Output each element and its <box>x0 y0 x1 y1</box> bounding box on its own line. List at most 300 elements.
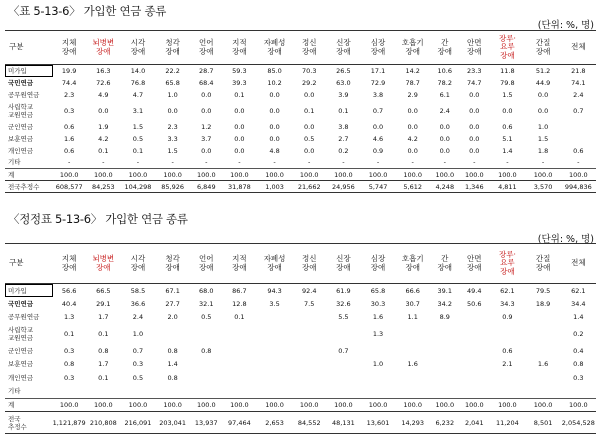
table-cell: 0.0 <box>537 106 549 115</box>
table-cell <box>489 371 525 385</box>
table-cell: 8,501 <box>526 412 561 434</box>
table-cell <box>459 358 489 372</box>
table-cell: 10.2 <box>267 78 282 87</box>
table-cell: 100.0 <box>121 169 155 181</box>
table-cell: 0.0 <box>201 146 212 155</box>
table-cell: 1.0 <box>537 122 549 131</box>
table-cell: 85.0 <box>256 65 292 77</box>
table-cell: 1.9 <box>98 122 109 131</box>
table-cell: 18.9 <box>535 299 551 308</box>
table-cell: 100.0 <box>326 398 361 412</box>
table-cell: 34.2 <box>437 299 453 308</box>
table-cell: - <box>205 158 208 167</box>
table-cell <box>326 324 361 344</box>
table-cell <box>293 311 326 325</box>
table-cell: 0.0 <box>469 134 480 143</box>
table-cell: 3.3 <box>167 134 178 143</box>
table-cell: 16.3 <box>86 65 121 77</box>
table-cell: 100.0 <box>526 169 561 181</box>
table-cell: 0.0 <box>304 122 315 131</box>
table-cell: 8.9 <box>439 313 450 322</box>
table-cell: 608,577 <box>53 181 86 193</box>
table-cell: 100.0 <box>561 169 596 181</box>
table-cell: 0.0 <box>469 106 480 115</box>
table-cell: - <box>102 158 105 167</box>
table-row <box>5 145 596 157</box>
table-cell: 1.4 <box>502 146 513 155</box>
header-col-2: 뇌병변 장애 <box>86 31 121 65</box>
table-row <box>5 324 596 344</box>
table-cell <box>155 385 190 399</box>
table-cell: 100.0 <box>121 398 155 412</box>
table-cell <box>190 385 222 399</box>
table-cell: 1.5 <box>537 134 549 143</box>
table-cell: 1.1 <box>407 313 418 322</box>
row-label: 전국추정수 <box>5 181 53 193</box>
corrected-pension-table <box>5 243 596 434</box>
table-cell: 78.7 <box>405 78 420 87</box>
table-cell <box>190 371 222 385</box>
table-cell: 100.0 <box>53 398 86 412</box>
table-cell: 1.0 <box>372 360 384 369</box>
table-cell: 4.2 <box>407 134 418 143</box>
table-cell <box>430 324 459 344</box>
table-cell: 0.1 <box>234 90 245 99</box>
table-cell: 28.7 <box>190 65 222 77</box>
table-row <box>5 133 596 145</box>
table-cell: 100.0 <box>430 169 459 181</box>
table-cell: 0.2 <box>338 146 349 155</box>
table-cell: 4.2 <box>98 134 109 143</box>
table-cell <box>489 385 525 399</box>
original-table-section <box>0 0 600 200</box>
header-col-2: 뇌병변 장애 <box>86 244 121 284</box>
row-label: 국민연금 <box>8 78 34 87</box>
table-cell: 78.2 <box>437 78 453 87</box>
table-cell: - <box>308 158 311 167</box>
table-cell: 40.4 <box>61 299 77 308</box>
table-cell: 29.2 <box>301 78 317 87</box>
table-cell: 39.3 <box>232 78 247 87</box>
table-cell <box>121 385 155 399</box>
header-col-7: 자폐성 장애 <box>256 244 292 284</box>
table-cell: 5,612 <box>395 181 430 193</box>
table-cell: 0.5 <box>132 373 144 382</box>
table-cell: 0.8 <box>573 360 584 369</box>
table-cell: 14.0 <box>121 65 155 77</box>
table-cell <box>361 371 395 385</box>
table-cell: 0.0 <box>269 106 280 115</box>
table-cell <box>459 324 489 344</box>
table-cell: 11,204 <box>489 412 525 434</box>
table-cell: 34.3 <box>500 299 515 308</box>
table-cell: 100.0 <box>53 169 86 181</box>
table-cell: 1.3 <box>63 313 75 322</box>
row-label: 계 <box>5 169 53 181</box>
table-cell: 100.0 <box>256 169 292 181</box>
table-cell: 0.5 <box>304 134 315 143</box>
table-cell: 62.1 <box>561 284 596 298</box>
table-cell: 0.0 <box>407 122 418 131</box>
table-cell: 2.9 <box>407 90 418 99</box>
header-col-3: 시각 장애 <box>121 244 155 284</box>
table-cell: 84,253 <box>86 181 121 193</box>
table-cell <box>293 371 326 385</box>
table-cell: 97,464 <box>222 412 256 434</box>
table-cell: 0.0 <box>439 146 450 155</box>
table-cell <box>459 385 489 399</box>
table-cell: 2.4 <box>132 313 144 322</box>
table-cell: 36.6 <box>130 299 146 308</box>
table-cell: 0.0 <box>269 122 280 131</box>
table-cell: 27.7 <box>165 299 180 308</box>
table-cell: 1.0 <box>167 90 178 99</box>
table-cell: 7.5 <box>304 299 315 308</box>
table-cell: 2.1 <box>502 360 513 369</box>
table-cell: 1.5 <box>132 122 144 131</box>
table-cell <box>326 358 361 372</box>
table-cell: 29.1 <box>96 299 111 308</box>
table-cell: 63.0 <box>336 78 351 87</box>
table-cell: 22.2 <box>155 65 190 77</box>
table-row <box>5 311 596 325</box>
table-cell: 0.7 <box>338 346 349 355</box>
header-col-5: 언어 장애 <box>190 31 222 65</box>
table-cell: 92.4 <box>293 284 326 298</box>
row-label: 보훈연금 <box>8 134 34 143</box>
table-cell: 203,041 <box>155 412 190 434</box>
table-cell: 1.5 <box>502 90 513 99</box>
table-cell <box>489 324 525 344</box>
table-cell: - <box>376 158 380 167</box>
table-cell <box>526 324 561 344</box>
header-col-4: 청각 장애 <box>155 244 190 284</box>
corrected-table-title: 〈정정표 5-13-6〉 가입한 연금 종류 <box>8 212 188 226</box>
header-col-9: 신장 장애 <box>326 244 361 284</box>
table-cell <box>561 121 596 133</box>
table-cell: 0.0 <box>167 106 178 115</box>
table-cell <box>190 358 222 372</box>
table-row <box>5 101 596 121</box>
table-cell: 10.6 <box>430 65 459 77</box>
table-cell: 100.0 <box>361 169 395 181</box>
header-col-1: 지체 장애 <box>53 244 86 284</box>
row-label: 공무원연금 <box>8 90 40 99</box>
table-cell <box>561 133 596 145</box>
table-cell <box>222 324 256 344</box>
table-cell <box>526 371 561 385</box>
table-cell <box>190 324 222 344</box>
table-cell: 19.9 <box>53 65 86 77</box>
table-cell <box>293 358 326 372</box>
header-col-16: 전체 <box>561 244 596 284</box>
table-cell: 100.0 <box>526 398 561 412</box>
table-cell: 0.0 <box>537 90 549 99</box>
header-col-15: 간질 장애 <box>526 244 561 284</box>
table-cell: 72.6 <box>96 78 111 87</box>
table-cell: 100.0 <box>293 398 326 412</box>
table-cell: 100.0 <box>361 398 395 412</box>
row-label: 기타 <box>8 158 21 167</box>
header-category: 구분 <box>5 244 53 284</box>
table-cell: 13,937 <box>190 412 222 434</box>
table-cell: 32.1 <box>199 299 214 308</box>
table-cell <box>430 358 459 372</box>
table-cell: 104,298 <box>121 181 155 193</box>
table-cell: 100.0 <box>561 398 596 412</box>
table-cell <box>86 385 121 399</box>
table-cell <box>256 311 292 325</box>
table-cell: 1.0 <box>132 330 144 338</box>
table-cell <box>256 344 292 358</box>
table-cell: 32.6 <box>336 299 351 308</box>
row-label: 개인연금 <box>8 146 34 155</box>
table-cell <box>430 344 459 358</box>
table-cell: 30.7 <box>405 299 420 308</box>
table-cell <box>526 385 561 399</box>
original-pension-table <box>5 30 596 193</box>
table-cell: 100.0 <box>190 398 222 412</box>
table-cell: - <box>411 158 414 167</box>
table-cell: 5.5 <box>338 313 349 322</box>
table-cell: 86.7 <box>222 284 256 298</box>
table-cell: 0.1 <box>304 106 315 115</box>
table-cell <box>430 385 459 399</box>
table-cell: 0.3 <box>63 346 75 355</box>
table-cell: 56.6 <box>53 284 86 298</box>
table-cell: 1.7 <box>98 360 109 369</box>
header-col-6: 지적 장애 <box>222 244 256 284</box>
corrected-table-unit: (단위: %, 명) <box>537 234 594 245</box>
table-cell: 100.0 <box>155 169 190 181</box>
table-cell: 0.7 <box>573 106 584 115</box>
table-cell: 72.9 <box>370 78 386 87</box>
table-cell: 68.4 <box>199 78 214 87</box>
table-cell: 85,926 <box>155 181 190 193</box>
table-cell: 0.8 <box>167 346 178 355</box>
table-row <box>5 121 596 133</box>
table-cell: 6,849 <box>190 181 222 193</box>
table-cell: 65.8 <box>165 78 180 87</box>
table-cell: 0.3 <box>63 373 75 382</box>
row-label: 국민연금 <box>8 299 34 308</box>
table-cell: 2,653 <box>256 412 292 434</box>
table-cell: 0.0 <box>407 146 418 155</box>
table-cell: 0.1 <box>98 146 109 155</box>
table-cell: 0.3 <box>132 360 144 369</box>
table-row <box>5 385 596 399</box>
table-cell: 2.4 <box>439 106 450 115</box>
table-cell: 1.6 <box>407 360 418 369</box>
table-cell: 0.6 <box>502 122 513 131</box>
row-label: 개인연금 <box>8 373 34 382</box>
table-cell: 13,601 <box>361 412 395 434</box>
table-cell: 21,662 <box>293 181 326 193</box>
table-cell: 1.8 <box>537 146 549 155</box>
table-cell: - <box>171 158 174 167</box>
table-cell: 100.0 <box>489 398 525 412</box>
table-cell <box>561 385 596 399</box>
table-cell: 2.4 <box>573 90 584 99</box>
table-cell: 3.9 <box>338 90 349 99</box>
table-cell: 100.0 <box>222 398 256 412</box>
table-cell <box>293 324 326 344</box>
header-col-8: 정신 장애 <box>293 31 326 65</box>
table-cell: 0.0 <box>234 146 245 155</box>
table-cell: 12.8 <box>232 299 247 308</box>
table-cell: 1.2 <box>201 122 212 131</box>
table-cell: 0.8 <box>167 373 178 382</box>
table-cell: 3.7 <box>201 134 212 143</box>
table-cell: 0.0 <box>201 106 212 115</box>
table-cell: 1.4 <box>167 360 178 369</box>
table-cell: 3.8 <box>338 122 349 131</box>
table-cell: - <box>238 158 241 167</box>
table-cell: 0.6 <box>573 146 584 155</box>
table-cell <box>222 358 256 372</box>
table-cell: 0.7 <box>132 346 144 355</box>
header-col-10: 심장 장애 <box>361 31 395 65</box>
row-label: 계 <box>5 398 53 412</box>
table-cell: - <box>473 158 476 167</box>
table-cell: 14,293 <box>395 412 430 434</box>
table-cell: 5.1 <box>502 134 513 143</box>
table-cell: 0.0 <box>234 122 245 131</box>
table-cell: 44.9 <box>535 78 551 87</box>
table-cell <box>222 344 256 358</box>
table-cell: 1,346 <box>459 181 489 193</box>
table-cell: 100.0 <box>395 169 430 181</box>
table-cell: 0.0 <box>304 146 315 155</box>
table-cell: 2.7 <box>338 134 349 143</box>
table-cell <box>222 385 256 399</box>
table-cell: 59.3 <box>222 65 256 77</box>
table-cell <box>526 311 561 325</box>
table-cell: 100.0 <box>190 169 222 181</box>
table-cell: 58.5 <box>121 284 155 298</box>
header-col-10: 심장 장애 <box>361 244 395 284</box>
table-cell: 0.2 <box>573 330 584 338</box>
table-cell <box>326 371 361 385</box>
table-cell: 2,054,528 <box>561 412 596 434</box>
table-cell: 0.0 <box>407 106 418 115</box>
table-row <box>5 284 596 298</box>
table-cell: 67.1 <box>155 284 190 298</box>
table-cell: 0.0 <box>234 106 245 115</box>
table-cell: 74.4 <box>61 78 77 87</box>
table-cell: 61.9 <box>326 284 361 298</box>
table-cell: 0.8 <box>63 360 75 369</box>
table-cell: 1,003 <box>256 181 292 193</box>
header-col-12: 간 장애 <box>430 244 459 284</box>
table-cell: 79.5 <box>526 284 561 298</box>
header-col-3: 시각 장애 <box>121 31 155 65</box>
table-cell: 0.0 <box>469 90 480 99</box>
table-cell: 26.5 <box>326 65 361 77</box>
table-cell <box>395 344 430 358</box>
table-cell: 6.1 <box>439 90 450 99</box>
table-cell: 0.8 <box>98 346 109 355</box>
table-cell: 4,248 <box>430 181 459 193</box>
table-cell: 1.3 <box>372 330 384 338</box>
table-cell: 0.6 <box>63 146 75 155</box>
header-col-13: 안면 장애 <box>459 31 489 65</box>
table-cell <box>256 324 292 344</box>
table-cell: 0.1 <box>63 330 75 338</box>
table-cell: 0.0 <box>98 106 109 115</box>
table-cell: 4,811 <box>489 181 525 193</box>
table-cell <box>430 371 459 385</box>
table-cell: 0.3 <box>63 106 75 115</box>
table-cell: 3.1 <box>132 106 144 115</box>
table-cell: 100.0 <box>459 398 489 412</box>
table-cell <box>395 324 430 344</box>
table-row <box>5 181 596 193</box>
table-cell: 100.0 <box>222 169 256 181</box>
row-label: 보훈연금 <box>8 360 34 369</box>
original-table-title: 〈표 5-13-6〉 가입한 연금 종류 <box>8 4 167 18</box>
table-cell: 21.8 <box>561 65 596 77</box>
table-cell: 49.4 <box>459 284 489 298</box>
table-cell: 79.8 <box>500 78 515 87</box>
table-cell <box>293 385 326 399</box>
header-row <box>5 244 596 284</box>
table-cell: 2.3 <box>63 90 75 99</box>
table-cell <box>361 385 395 399</box>
table-row <box>5 344 596 358</box>
table-cell <box>361 344 395 358</box>
table-cell: 4.8 <box>269 146 280 155</box>
table-cell: 0.5 <box>201 313 212 322</box>
table-cell: 100.0 <box>459 169 489 181</box>
table-cell: 39.1 <box>430 284 459 298</box>
table-cell: 62.1 <box>489 284 525 298</box>
table-cell: 4.7 <box>132 90 144 99</box>
table-cell: - <box>67 158 71 167</box>
table-cell: 34.4 <box>571 299 586 308</box>
table-cell <box>256 358 292 372</box>
table-cell <box>459 344 489 358</box>
table-cell: 0.0 <box>201 90 212 99</box>
table-row <box>5 65 596 77</box>
table-cell <box>53 385 86 399</box>
table-row <box>5 89 596 101</box>
table-cell: 100.0 <box>395 398 430 412</box>
table-cell <box>256 385 292 399</box>
table-cell: 1.4 <box>573 313 584 322</box>
table-cell: 100.0 <box>326 169 361 181</box>
table-cell: 216,091 <box>121 412 155 434</box>
table-cell: 66.5 <box>86 284 121 298</box>
table-cell: 1.7 <box>98 313 109 322</box>
table-cell: 0.6 <box>502 346 513 355</box>
table-cell: 0.9 <box>372 146 384 155</box>
table-cell: 94.3 <box>256 284 292 298</box>
table-cell: 100.0 <box>256 398 292 412</box>
header-col-16: 전체 <box>561 31 596 65</box>
row-label: 사립학교 교원연금 <box>8 326 34 342</box>
table-cell: 30.3 <box>370 299 386 308</box>
table-cell: 100.0 <box>293 169 326 181</box>
table-cell: 11.8 <box>489 65 525 77</box>
table-cell: - <box>577 158 580 167</box>
table-cell <box>395 371 430 385</box>
header-col-9: 신장 장애 <box>326 31 361 65</box>
table-cell <box>256 371 292 385</box>
table-cell: 1.6 <box>372 313 384 322</box>
table-cell: 1.6 <box>63 134 75 143</box>
table-cell: 0.0 <box>304 90 315 99</box>
